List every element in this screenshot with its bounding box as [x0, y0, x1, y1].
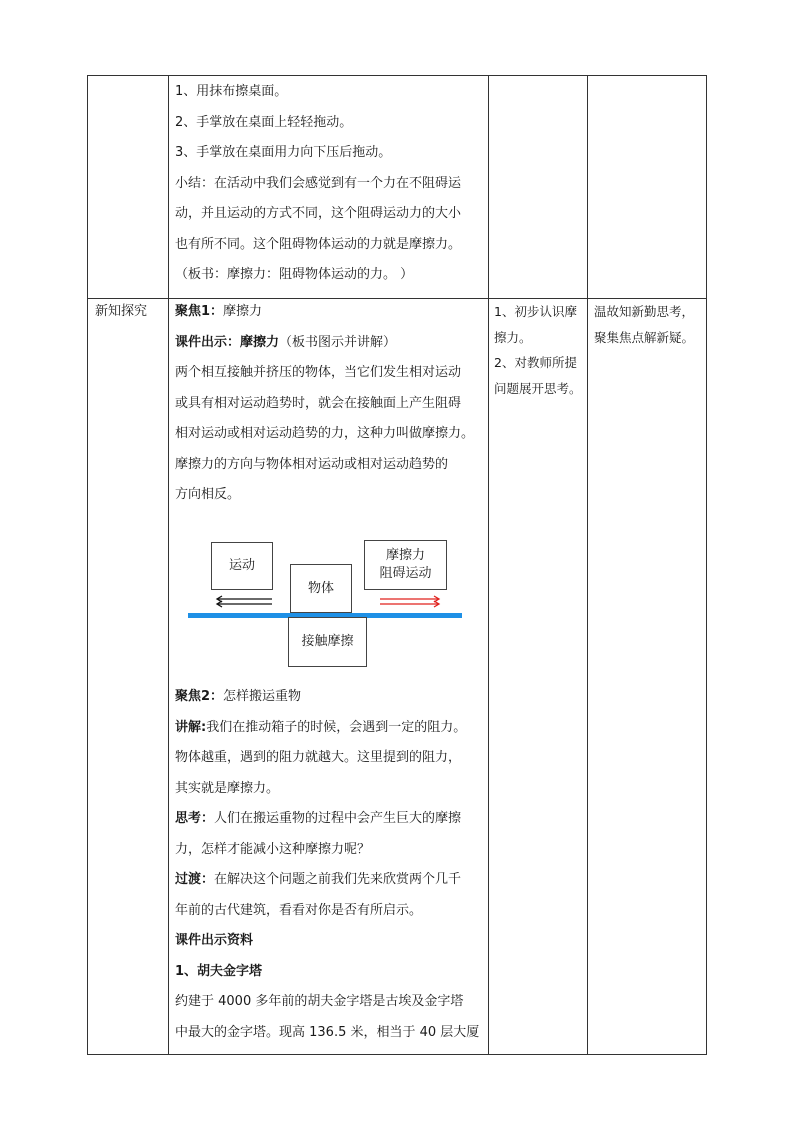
friction-diagram — [188, 539, 478, 669]
definition-line: 方向相反。 — [175, 487, 241, 502]
pyramid-line: 约建于 4000 多年前的胡夫金字塔是古埃及金字塔 — [175, 994, 464, 1009]
text-line: 3、手掌放在桌面用力向下压后拖动。 — [175, 145, 392, 160]
design-intent — [594, 299, 706, 350]
definition-line: 两个相互接触并挤压的物体，当它们发生相对运动 — [175, 365, 462, 380]
think-line: 思考：人们在搬运重物的过程中会产生巨大的摩擦 — [175, 811, 462, 826]
text-line: 温故知新勤思考， — [594, 304, 695, 319]
text-line: 1、初步认识摩 — [494, 304, 577, 319]
contact-friction-box: 接触摩擦 — [288, 617, 367, 667]
activity-content — [175, 77, 485, 291]
focus1-heading: 聚焦1：摩擦力 — [175, 304, 263, 319]
motion-arrow-icon — [217, 596, 272, 607]
courseware-line: 课件出示：摩擦力（板书图示并讲解） — [175, 334, 397, 350]
text-line: 问题展开思考。 — [494, 380, 582, 396]
material-heading: 课件出示资料 — [175, 933, 254, 948]
definition-line: 摩擦力的方向与物体相对运动或相对运动趋势的 — [175, 456, 449, 472]
column-divider — [587, 76, 588, 1054]
teaching-content — [175, 297, 485, 511]
column-divider — [488, 76, 489, 1054]
explain-line: 讲解:我们在推动箱子的时候，会遇到一定的阻力。 — [175, 719, 467, 735]
definition-line: 或具有相对运动趋势时，就会在接触面上产生阻碍 — [175, 395, 462, 411]
explain-line: 其实就是摩擦力。 — [175, 780, 280, 796]
column-divider — [168, 76, 169, 1054]
transition-line: 年前的古代建筑，看看对你是否有所启示。 — [175, 902, 423, 918]
text-line: 动，并且运动的方式不同，这个阻碍运动力的大小 — [175, 206, 462, 221]
focus2-heading: 聚焦2：怎样搬运重物 — [175, 689, 302, 704]
text-line: 1、用抹布擦桌面。 — [175, 84, 288, 99]
motion-box: 运动 — [211, 542, 273, 590]
think-line: 力，怎样才能减小这种摩擦力呢？ — [175, 841, 371, 857]
transition-line: 过渡：在解决这个问题之前我们先来欣赏两个几千 — [175, 872, 462, 887]
explain-line: 物体越重，遇到的阻力就越大。这里提到的阻力， — [175, 750, 462, 765]
object-box: 物体 — [290, 564, 352, 613]
stage-label: 新知探究 — [95, 304, 148, 319]
lesson-plan-table — [87, 75, 707, 1055]
text-line: 2、对教师所提 — [494, 355, 577, 370]
focus2-content — [175, 682, 485, 1048]
pyramid-heading: 1、胡夫金字塔 — [175, 963, 263, 979]
direction-arrows — [188, 539, 478, 669]
text-line: 聚集焦点解新疑。 — [594, 329, 695, 345]
friction-box: 摩擦力 阻碍运动 — [364, 540, 447, 590]
text-line: 2、手掌放在桌面上轻轻拖动。 — [175, 114, 353, 130]
student-activity — [494, 299, 586, 401]
text-line: 也有所不同。这个阻碍物体运动的力就是摩擦力。 — [175, 236, 462, 252]
text-line: 小结：在活动中我们会感觉到有一个力在不阻碍运 — [175, 175, 462, 191]
friction-arrow-icon — [380, 596, 439, 607]
text-line: 擦力。 — [494, 329, 532, 345]
definition-line: 相对运动或相对运动趋势的力，这种力叫做摩擦力。 — [175, 426, 475, 441]
pyramid-line: 中最大的金字塔。现高 136.5 米，相当于 40 层大厦 — [175, 1024, 480, 1040]
text-line: （板书：摩擦力：阻碍物体运动的力。 ） — [175, 267, 414, 282]
